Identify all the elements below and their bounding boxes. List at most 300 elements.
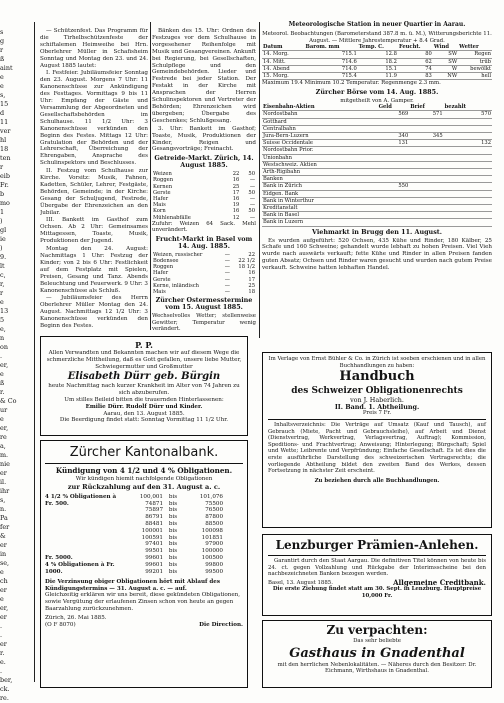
lottery-text: Garantirt durch den Staat Aargau. Die definitiven Titel können von heute bis 24. ct. gegen Vollzahlung und Rückgabe der Interimsscheine bei den nachbezeichneten Banken bezogen werden. (268, 558, 486, 578)
range-to: 88500 (205, 520, 223, 527)
book-publisher: Im Verlage von Ernst Bühler & Co. in Zürich ist soeben erschienen und in allen Buchhandlungen zu haben: (268, 356, 486, 369)
table-row (262, 176, 492, 183)
security-name: Banken (262, 176, 378, 183)
column-header: Wetter (458, 44, 492, 51)
quote-cell (444, 190, 492, 197)
stub-line: . (0, 667, 3, 675)
range-separator: bis (168, 548, 178, 555)
program-item: II. Festzug vom Schulhause zur Kirche. Vorsitz: Musik, Fahnen, Kadetten, Schüler, Lehrer, Festgäste, Behörden, Gemeinde; in der Kirche: Gesang der Schuljugend, Festrede, Übergabe der Ehrenzeichen an den Jubilar. (40, 168, 148, 216)
table-cell: Weizen, russischer (153, 251, 203, 258)
table-cell: 12 (232, 214, 240, 221)
notice-body: heute Nachmittag nach kurzer Krankheit im Alter von 74 Jahren zu sich abzuberufen. (48, 383, 240, 397)
column-header: Feucht. (398, 44, 433, 51)
stub-line: ie (0, 235, 6, 243)
book-footer: Zu beziehen durch alle Buchhandlungen. (314, 477, 440, 484)
range-separator: bis (168, 500, 178, 507)
divider (268, 419, 486, 420)
table-cell: 17 (232, 189, 240, 196)
quote-cell: 345 (409, 133, 443, 140)
book-author: von J. Haberlich. (350, 396, 404, 405)
quote-cell (378, 161, 410, 168)
stub-line: er, (0, 604, 9, 612)
table-row (262, 219, 492, 226)
stub-line: e (0, 73, 4, 81)
table-cell: Hafer (153, 195, 169, 202)
quote-cell (444, 154, 492, 161)
schuetzenfest-intro: — Schützenfest. Das Programm für die Tirhelbschützenfeste der schiftalemen Heimweihe bei Hrn. Oberlehrer Müller in Schafisheim Sonntag und Montag den 23. und 24. August 1885 lautet: (40, 28, 148, 69)
obligation-labels (45, 494, 119, 576)
table-header-row (262, 104, 492, 111)
obligation-range (123, 521, 243, 528)
obligation-range (123, 562, 243, 569)
quote-cell (378, 212, 410, 219)
meteo-title: Zürcher Ostermesstermine vom 15. August 1885. (155, 296, 253, 312)
table-cell: 50 (248, 171, 255, 178)
table-cell: 22 1/2 (238, 257, 255, 264)
table-row (262, 72, 492, 79)
news-column-a (40, 28, 148, 331)
quote-cell (444, 183, 492, 190)
table-header-row (262, 44, 492, 51)
stub-line: n. (0, 505, 7, 513)
table-cell: SW (433, 51, 458, 58)
table-cell: W (433, 65, 458, 72)
range-from: 100591 (141, 534, 163, 541)
death-notice (40, 336, 248, 436)
quote-cell: 571 (409, 111, 443, 118)
stub-line: se, (0, 559, 10, 567)
obligation-range (123, 514, 243, 521)
cattle-market-title: Viehmarkt in Brugg den 11. August. (312, 227, 442, 236)
range-separator: bis (168, 561, 178, 568)
stub-line: d (0, 109, 5, 117)
table-cell: — (224, 288, 230, 295)
table-cell: 22 (232, 171, 240, 178)
range-from: 75897 (145, 507, 163, 514)
stub-line: ) (0, 244, 3, 252)
column-header: Wind (433, 44, 458, 51)
quote-cell (444, 147, 492, 154)
table-cell: — (224, 276, 230, 283)
range-from: 88481 (145, 520, 163, 527)
table-cell: Hafer (153, 270, 169, 277)
table-cell: Mais (153, 202, 166, 209)
table-cell: 18 1/2 (238, 264, 255, 271)
stub-line: eib (0, 172, 10, 180)
table-cell: — (224, 270, 230, 277)
table-cell: — (224, 282, 230, 289)
quote-cell (409, 161, 443, 168)
table-cell: Mais (153, 288, 166, 295)
table-row (262, 51, 492, 58)
notice-request: Um stilles Beileid bitten die trauernden Hinterlassenen: (64, 396, 224, 403)
table-cell: 12.8 (358, 51, 398, 58)
stub-line: 15 (0, 100, 9, 108)
stub-line: m. (0, 451, 9, 459)
quote-cell (409, 219, 443, 226)
obligation-range (123, 528, 243, 535)
column-header: Geld (378, 104, 410, 111)
quote-cell (409, 183, 443, 190)
column-rule (259, 22, 260, 338)
quote-cell (409, 197, 443, 204)
quote-cell (444, 169, 492, 176)
grain-market-table (152, 171, 256, 221)
obligation-range (123, 541, 243, 548)
table-cell: 16 (248, 270, 255, 277)
table-cell: 14. Mitt. (262, 58, 304, 65)
notice-burial: Die Beerdigung findet statt: Sonntag Vormittag 11 1/2 Uhr. (59, 417, 229, 424)
quote-cell (409, 176, 443, 183)
quote-cell (378, 125, 410, 132)
group1-label: 4 1/2 % Obligationen à Fr. 500. (45, 493, 117, 507)
table-row (262, 133, 492, 140)
table-cell: — (249, 202, 255, 209)
program-continuation: 3. Uhr: Bankett im Gasthof; Toaste, Musik, Produktionen der Kinder, Reigen und Gesangsvorträge; Freinacht. (152, 125, 256, 153)
bank-note-2: Gleichzeitig erklären wir uns bereit, diese gekündeten Obligationen, sowie Vergütung der erlaufenen Zinsen schon von heute an gegen Baarzahlung zurückzunehmen. (45, 592, 241, 612)
stub-line: Fr. (0, 181, 9, 189)
table-cell: 25 (248, 282, 255, 289)
quote-cell (444, 133, 492, 140)
stub-line: e. (0, 658, 6, 666)
fruit-market-table (152, 252, 256, 295)
table-cell: 715.4 (304, 72, 357, 79)
stub-line: mo (0, 199, 10, 207)
quote-cell (378, 169, 410, 176)
column-header: Barom. mm (304, 44, 357, 51)
bourse-title: Zürcher Börse vom 14. Aug. 1885. (315, 87, 439, 96)
stub-line: lt (0, 262, 5, 270)
security-name: Bank in Basel (262, 212, 378, 219)
table-cell: 18 (248, 288, 255, 295)
stub-line: e (0, 568, 4, 576)
table-cell: 80 (398, 51, 433, 58)
table-cell: 74 (398, 65, 433, 72)
security-name: Bank in Winterthur (262, 197, 378, 204)
table-row (262, 205, 492, 212)
range-to: 75500 (205, 500, 223, 507)
table-cell: 16 (232, 177, 240, 184)
security-name: Nordostbahn (262, 111, 378, 118)
quote-cell (378, 219, 410, 226)
table-cell: Roggen (153, 177, 174, 184)
bank-signature: Die Direction. (199, 621, 243, 628)
rental-ad (262, 620, 492, 688)
table-cell: 62 (398, 58, 433, 65)
lottery-ad (262, 534, 492, 616)
stub-line: g (0, 37, 5, 45)
stub-line: ck. (0, 685, 10, 693)
bank-deadline: zur Rückzahlung auf den 31. August a. c. (67, 482, 221, 491)
range-separator: bis (168, 527, 178, 534)
divider (45, 463, 243, 464)
quote-cell (444, 118, 492, 125)
stub-line: r (0, 46, 4, 54)
notice-intro: Allen Verwandten und Bekannten machen wir auf diesem Wege die schmerzliche Mittheilung, daß es Gott gefallen, unsere liebe Mutter, Schwiegermutter und Großmutter (46, 350, 242, 370)
stub-line: e (0, 415, 4, 423)
obligation-range (123, 501, 243, 508)
stub-line: e (0, 595, 4, 603)
quote-cell (378, 154, 410, 161)
range-to: 101851 (201, 534, 223, 541)
table-cell: 14. Morg. (262, 51, 304, 58)
obligation-range (123, 535, 243, 542)
notice-signers: Emilie Dürr. Rudolf Dürr und Kinder. (85, 403, 203, 410)
stub-line: s, (0, 91, 6, 99)
quote-cell: 570 (444, 111, 492, 118)
lottery-place: Basel, 13. August 1885. (268, 579, 333, 586)
rental-title: Zu verpachten: (326, 623, 428, 637)
range-to: 99800 (205, 561, 223, 568)
quote-cell (378, 205, 410, 212)
quote-cell (409, 118, 443, 125)
column-rule (34, 22, 35, 682)
range-from: 74871 (145, 500, 163, 507)
notice-initials: P. P. (135, 340, 153, 350)
stub-line: ß (0, 55, 5, 63)
grain-market-title: Getreide-Markt. Zürich, 14. August 1885. (154, 154, 254, 170)
table-row (262, 140, 492, 147)
column-header: Datum (262, 44, 304, 51)
quote-cell (444, 161, 492, 168)
stub-line: fer (0, 523, 10, 531)
table-cell: 19 (232, 202, 240, 209)
quote-cell: 131 (378, 140, 410, 147)
bank-note: Die Verzinsung obiger Obligationen hört mit Ablauf des Kündigungstermins — 31. August a. c. — auf. (45, 578, 220, 592)
table-cell: — (224, 257, 230, 264)
range-from: 99601 (145, 554, 163, 561)
kantonalbank-ad (40, 440, 248, 688)
range-from: 100,001 (139, 493, 163, 500)
range-separator: bis (168, 507, 178, 514)
obligation-numbers (123, 494, 243, 576)
stub-line: aint (0, 64, 13, 72)
quote-cell (409, 205, 443, 212)
bank-place: Zürich, 26. Mai 1885. (45, 614, 107, 621)
stub-line: a, (0, 442, 6, 450)
stub-line: r. (0, 649, 5, 657)
table-row (262, 154, 492, 161)
quote-cell (409, 140, 443, 147)
table-cell: 83 (398, 72, 433, 79)
table-cell: 11.9 (358, 72, 398, 79)
stub-line: ur (0, 406, 8, 414)
table-row (262, 65, 492, 72)
program-item: I. Festfeier. Jubiläumsfeier Sonntag den 23. August. Morgens 7 Uhr: 11 Kanonenschüsse zur Ankündigung des Festtages. Vormittags 9 bis 11 Uhr: Empfang der Gäste und Versammlung der Abgeordneten und Gesellschaftsbehörden im Schulhause. 11 1/2 Uhr: 3 Kanonenschüsse verkünden den Beginn des Festes. Mittags 12 Uhr: Gratulation der Behörden und der Lehrerschaft, Überreichung der Ehrengaben, Ansprache des Schulinspektors und Beschlusses. (40, 70, 148, 167)
quote-cell (378, 118, 410, 125)
table-cell: 16 (232, 195, 240, 202)
security-name: Bank in Zürich (262, 183, 378, 190)
table-row (262, 197, 492, 204)
security-name: Westschweiz. Aktien (262, 161, 378, 168)
stub-line: Pa (0, 514, 8, 522)
notice-place: Aarau, den 13. August 1885. (103, 410, 185, 417)
table-cell: 714.6 (304, 58, 357, 65)
stub-line: e (0, 298, 4, 306)
stub-line: er (0, 640, 7, 648)
table-row (262, 111, 492, 118)
program-continuation: Bänken des 15. Uhr: Ordnen des Festzuges vor dem Schulhause in vorgesehener Reihenfolge mit Musik und Gesangvereinen. Ankunft bei Regierung, bei Gesellschaften, Schulpflege und den Gemeindebehörden. Lieder und Festrede bei jeder Station. Der Festakt in der Kirche mit Ansprachen der Herren Schulinspektoren und Vertreter der Behörden; Ehrenzeichen wird übergeben; Übergabe des Geschenkes; Schlußgesang. (152, 28, 256, 124)
stub-line: 9. (0, 253, 7, 261)
stub-line: 13 (0, 307, 9, 315)
quote-cell (444, 212, 492, 219)
divider (268, 555, 486, 556)
stub-line: ber, (0, 676, 13, 684)
quote-cell (444, 197, 492, 204)
bank-subtitle: Kündigung von 4 1/2 und 4 % Obligationen. (55, 466, 233, 475)
table-cell: 50 (248, 208, 255, 215)
stub-line: ) (0, 217, 3, 225)
security-name: Eidgen. Bank (262, 190, 378, 197)
table-cell: 714.0 (304, 65, 357, 72)
stub-line: gl (0, 226, 7, 234)
rental-name: Gasthaus in Gnadenthal (289, 645, 465, 661)
table-cell: Kernen (153, 183, 173, 190)
security-name: Suisse Occidentale (262, 140, 378, 147)
stub-line: hl (0, 136, 7, 144)
stub-line: b (0, 190, 5, 198)
stub-line: s, (0, 496, 6, 504)
range-to: 100000 (201, 548, 223, 555)
table-row (262, 58, 492, 65)
security-name: Kreditanstalt (262, 205, 378, 212)
range-to: 97900 (205, 541, 223, 548)
stub-line: re. (0, 694, 9, 702)
stub-line: 11 (0, 118, 9, 126)
range-to: 101,076 (199, 493, 223, 500)
security-name: Unionbahn (262, 154, 378, 161)
column-header: Brief (409, 104, 443, 111)
stub-line: ten (0, 154, 11, 162)
cattle-market-text: Es wurden aufgeführt: 520 Ochsen, 435 Kühe und Rinder, 180 Kälber, 25 Schafe und 160 Schweine; gehandelt wurde lebhaft zu hohen Preisen. Viel Vieh wurde nach auswärts verkauft; fette Kühe und Rinder in allen Preisen fanden guten Absatz; Ochsen und Rinder waren gesucht und wurden nach gutem Preise verkauft. Schweine hatten lebhaften Handel. (262, 237, 492, 272)
range-to: 100500 (201, 554, 223, 561)
group2-label: 4 % Obligationen à Fr. 1000. (45, 562, 115, 575)
stub-line: ver (0, 127, 11, 135)
quote-cell (444, 125, 492, 132)
stub-line: il. (0, 478, 7, 486)
book-title: des Schweizer Obligationenrechts (291, 386, 463, 397)
range-separator: bis (168, 520, 178, 527)
table-cell: Roggen (153, 264, 174, 271)
stub-line: & (0, 532, 6, 540)
book-body: Inhaltsverzeichnis: Die Verträge auf Umsatz (Kauf und Tausch), auf Gebrauch (Miete, Pacht und Gebrauchsleihe), auf Arbeit und Dienst (Dienstvertrag, Werkvertrag, Verlagsvertrag, Auftrag); Kommission, Speditions- und Frachtvertrag; Anweisung; Hinterlegung; Bürgschaft; Spiel und Wette; Leibrente und Verpfründung; Einfache Gesellschaft. Es ist dies die erste ausführliche Darstellung des schweizerischen Vertragsrechts; die vorliegende Abtheilung bildet den zweiten Band des Werkes, dessen Fortsetzung in nächster Zeit erscheint. (268, 421, 486, 475)
stub-line: er, (0, 424, 9, 432)
table-cell: 17 (248, 276, 255, 283)
book-ad (262, 352, 492, 528)
range-separator: bis (168, 554, 178, 561)
stub-line: r (0, 289, 4, 297)
table-cell: Mühlenabfälle (153, 214, 191, 221)
book-price: Preis 7 Fr. (362, 410, 392, 417)
stub-line: 18 (0, 145, 9, 153)
table-cell: — (249, 183, 255, 190)
weather-station-sub: Meteorol. Beobachtungen (Barometerstand 387.8 m. ü. M.), Witterungsberichte 11. August. — Mittlere Jahrestemperatur + 8.4 Grad. (262, 30, 492, 44)
table-cell: — (249, 214, 255, 221)
stub-line: ch (0, 577, 8, 585)
left-stub-column (0, 28, 30, 703)
bourse-subtitle: mitgetheilt von A. Gamper. (340, 97, 414, 104)
meteo-text: Wechselvolles Wetter; stellenweise Gewitter; Temperatur wenig verändert. (152, 312, 256, 331)
stub-line: . (0, 631, 3, 639)
rental-text: mit den herrlichen Nebenlokalitäten. — Näheres durch den Besitzer: Dr. Eichmann, Wirthshaus in Gnadenthal. (277, 661, 477, 675)
bourse-table (262, 104, 492, 226)
book-part: II. Band. 1. Abtheilung. (334, 402, 420, 411)
quote-cell (409, 190, 443, 197)
lottery-title: Lenzburger Prämien-Anlehen. (275, 538, 479, 552)
quote-cell (409, 125, 443, 132)
deceased-name: Elisabeth Dürr geb. Bürgin (67, 371, 221, 383)
dash-label: Fr. 5000. (45, 555, 73, 562)
stub-line: in (0, 550, 7, 558)
table-cell: — (249, 177, 255, 184)
table-cell: — (224, 264, 230, 271)
table-row (262, 161, 492, 168)
rental-sub: Das sehr beliebte (353, 638, 401, 644)
program-item: — Jubiläumsfeier des Herrn Oberlehrer Müller Montag den 24. August. Nachmittags 12 1/2 Uhr: 3 Kanonenschüsse verkünden den Beginn des Festes. (40, 295, 148, 330)
quote-cell (409, 169, 443, 176)
stub-line: er (0, 613, 7, 621)
stub-line: er (0, 469, 7, 477)
stub-line: e (0, 370, 4, 378)
table-row (152, 289, 256, 295)
bank-title: Zürcher Kantonalbank. (69, 445, 219, 460)
obligation-range (123, 507, 243, 514)
security-name: Jura-Bern-Luzern (262, 133, 378, 140)
table-row (262, 169, 492, 176)
fruit-market-title: Frucht-Markt in Basel vom 14. Aug. 1885. (155, 234, 253, 250)
range-to: 99500 (205, 568, 223, 575)
range-separator: bis (168, 534, 178, 541)
stub-line: er (0, 541, 7, 549)
column-header: Eisenbahn-Aktien (262, 104, 378, 111)
table-cell: 15. Morg. (262, 72, 304, 79)
stub-line: nie (0, 460, 10, 468)
table-cell: Gerste (153, 276, 171, 283)
stub-line: e (0, 82, 4, 90)
table-cell: 25 (232, 183, 240, 190)
quote-cell (444, 219, 492, 226)
column-rule (150, 22, 151, 330)
table-cell: 15.1 (358, 65, 398, 72)
table-cell: 14. Abend (262, 65, 304, 72)
range-separator: bis (168, 493, 178, 500)
weather-table (262, 44, 492, 80)
table-row (262, 118, 492, 125)
table-row (262, 190, 492, 197)
stub-line: er (0, 586, 7, 594)
range-separator: bis (168, 568, 178, 575)
stub-line: r (0, 163, 4, 171)
stub-line: re (0, 433, 7, 441)
table-cell: Weizen (153, 171, 172, 178)
stub-line: 5 (0, 316, 5, 324)
grain-market-note: Zufuhr: Weizen 64 Sack. Mehl unverändert. (152, 220, 256, 234)
weather-note: Maximum 19.4 Minimum 10.2 Temperatur. Regenmenge 2.3 mm. (262, 80, 441, 87)
stub-line: s (0, 28, 4, 36)
obligation-range (123, 494, 243, 501)
quote-cell: 340 (378, 133, 410, 140)
table-row (262, 212, 492, 219)
stub-line: er, (0, 361, 9, 369)
stub-line: . (0, 622, 3, 630)
table-cell: 50 (248, 189, 255, 196)
table-cell: Bodensee (153, 257, 179, 264)
bank-code: (O F 8070) (45, 621, 76, 628)
stub-line: . (0, 352, 3, 360)
program-item: III. Bankett im Gasthof zum Ochsen. Ab 2 Uhr: Gemeinsames Mittagessen, Toaste, Musik, Produktionen der Jugend. (40, 217, 148, 245)
table-row (262, 147, 492, 154)
security-name: Nordostbahn Prior. (262, 147, 378, 154)
